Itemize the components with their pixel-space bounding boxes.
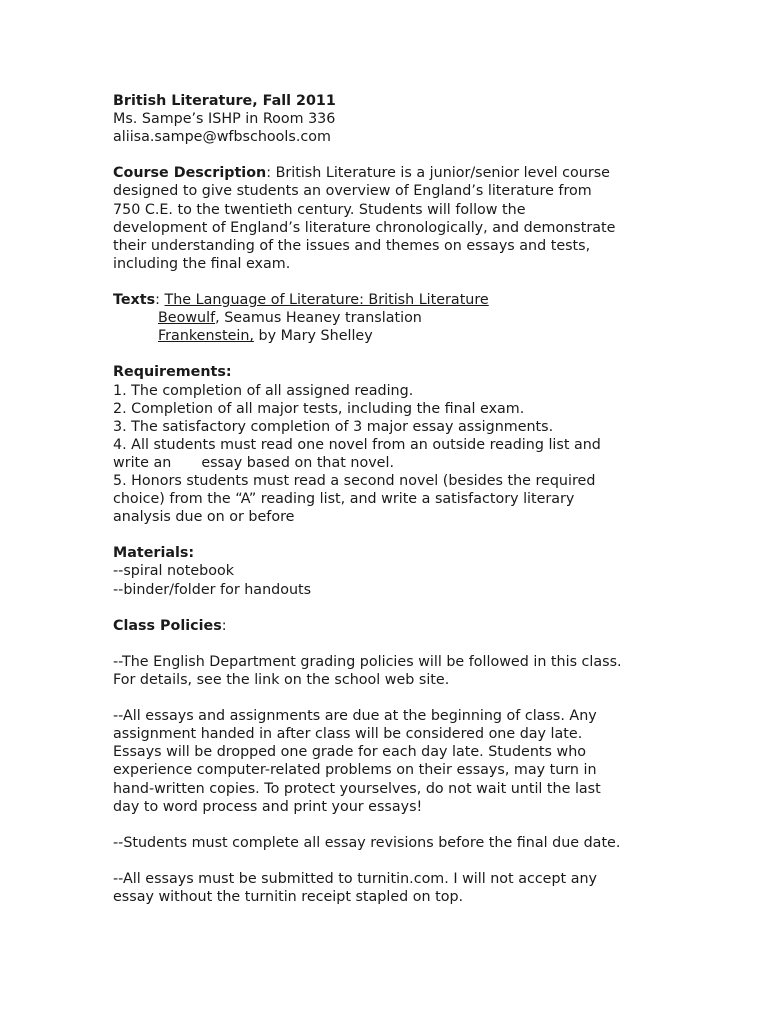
requirement-item: 3. The satisfactory completion of 3 major essay assignments. — [113, 418, 554, 435]
beowulf-translation: , Seamus Heaney translation — [215, 310, 422, 327]
requirement-item-continued — [113, 454, 668, 472]
spacer — [113, 689, 668, 707]
requirement-item: 2. Completion of all major tests, including the final exam. — [113, 400, 525, 417]
policy-line: hand-written copies. To protect yourselves, do not wait until the last — [113, 780, 601, 797]
policy-line: --Students must complete all essay revisions before the final due date. — [113, 834, 621, 851]
requirement-item: analysis due on or before — [113, 509, 295, 526]
spacer — [113, 273, 668, 291]
texts-line — [113, 291, 668, 309]
materials-item: --binder/folder for handouts — [113, 581, 312, 598]
spacer — [113, 816, 668, 834]
course-description-line: including the final exam. — [113, 255, 291, 272]
policy-line: essay without the turnitin receipt stapled on top. — [113, 889, 464, 906]
requirement-fragment: essay based on that novel. — [201, 454, 394, 471]
course-description-label: Course Description — [113, 165, 267, 182]
spacer — [113, 635, 668, 653]
policy-line: day to word process and print your essays! — [113, 798, 423, 815]
requirement-item: 5. Honors students must read a second novel (besides the required — [113, 472, 596, 489]
course-description-first-line — [113, 164, 668, 182]
requirement-item: 1. The completion of all assigned reading. — [113, 382, 414, 399]
materials-heading: Materials: — [113, 545, 195, 562]
requirement-item: 4. All students must read one novel from an outside reading list and — [113, 436, 601, 453]
requirement-fragment: write an — [113, 454, 172, 471]
policy-line: --The English Department grading policies will be followed in this class. — [113, 653, 622, 670]
course-description-line: development of England’s literature chronologically, and demonstrate — [113, 219, 616, 236]
spacer — [113, 146, 668, 164]
textbook-title: The Language of Literature: British Literature — [164, 292, 489, 309]
frankenstein-author: by Mary Shelley — [253, 328, 373, 345]
spacer — [113, 599, 668, 617]
class-policies-colon: : — [221, 617, 227, 634]
beowulf-title: Beowulf — [158, 310, 216, 327]
course-description-line: 750 C.E. to the twentieth century. Students will follow the — [113, 201, 526, 218]
spacer — [113, 852, 668, 870]
materials-item: --spiral notebook — [113, 563, 235, 580]
requirement-item: choice) from the “A” reading list, and write a satisfactory literary — [113, 491, 575, 508]
spacer — [113, 526, 668, 544]
policy-line: assignment handed in after class will be considered one day late. — [113, 726, 583, 743]
class-policies-label: Class Policies — [113, 617, 222, 634]
class-policies-heading — [113, 617, 668, 635]
texts-line-frankenstein — [113, 327, 668, 345]
texts-line-beowulf — [113, 309, 668, 327]
policy-line: --All essays and assignments are due at the beginning of class. Any — [113, 708, 597, 725]
texts-label: Texts — [113, 292, 156, 309]
frankenstein-title: Frankenstein, — [158, 328, 254, 345]
course-description-intro: : British Literature is a junior/senior level course — [266, 165, 610, 182]
spacer — [113, 345, 668, 363]
course-title: British Literature, Fall 2011 — [113, 93, 336, 109]
policy-line: experience computer-related problems on their essays, may turn in — [113, 762, 597, 779]
course-description-line: their understanding of the issues and themes on essays and tests, — [113, 237, 591, 254]
requirements-heading: Requirements: — [113, 364, 232, 381]
texts-separator: : — [155, 292, 165, 309]
teacher-line: Ms. Sampe’s ISHP in Room 336 — [113, 111, 336, 128]
course-description-line: designed to give students an overview of England’s literature from — [113, 183, 592, 200]
policy-line: For details, see the link on the school web site. — [113, 672, 450, 688]
teacher-email: aliisa.sampe@wfbschools.com — [113, 129, 331, 146]
policy-line: Essays will be dropped one grade for each day late. Students who — [113, 744, 587, 761]
policy-line: --All essays must be submitted to turnitin.com. I will not accept any — [113, 871, 597, 888]
